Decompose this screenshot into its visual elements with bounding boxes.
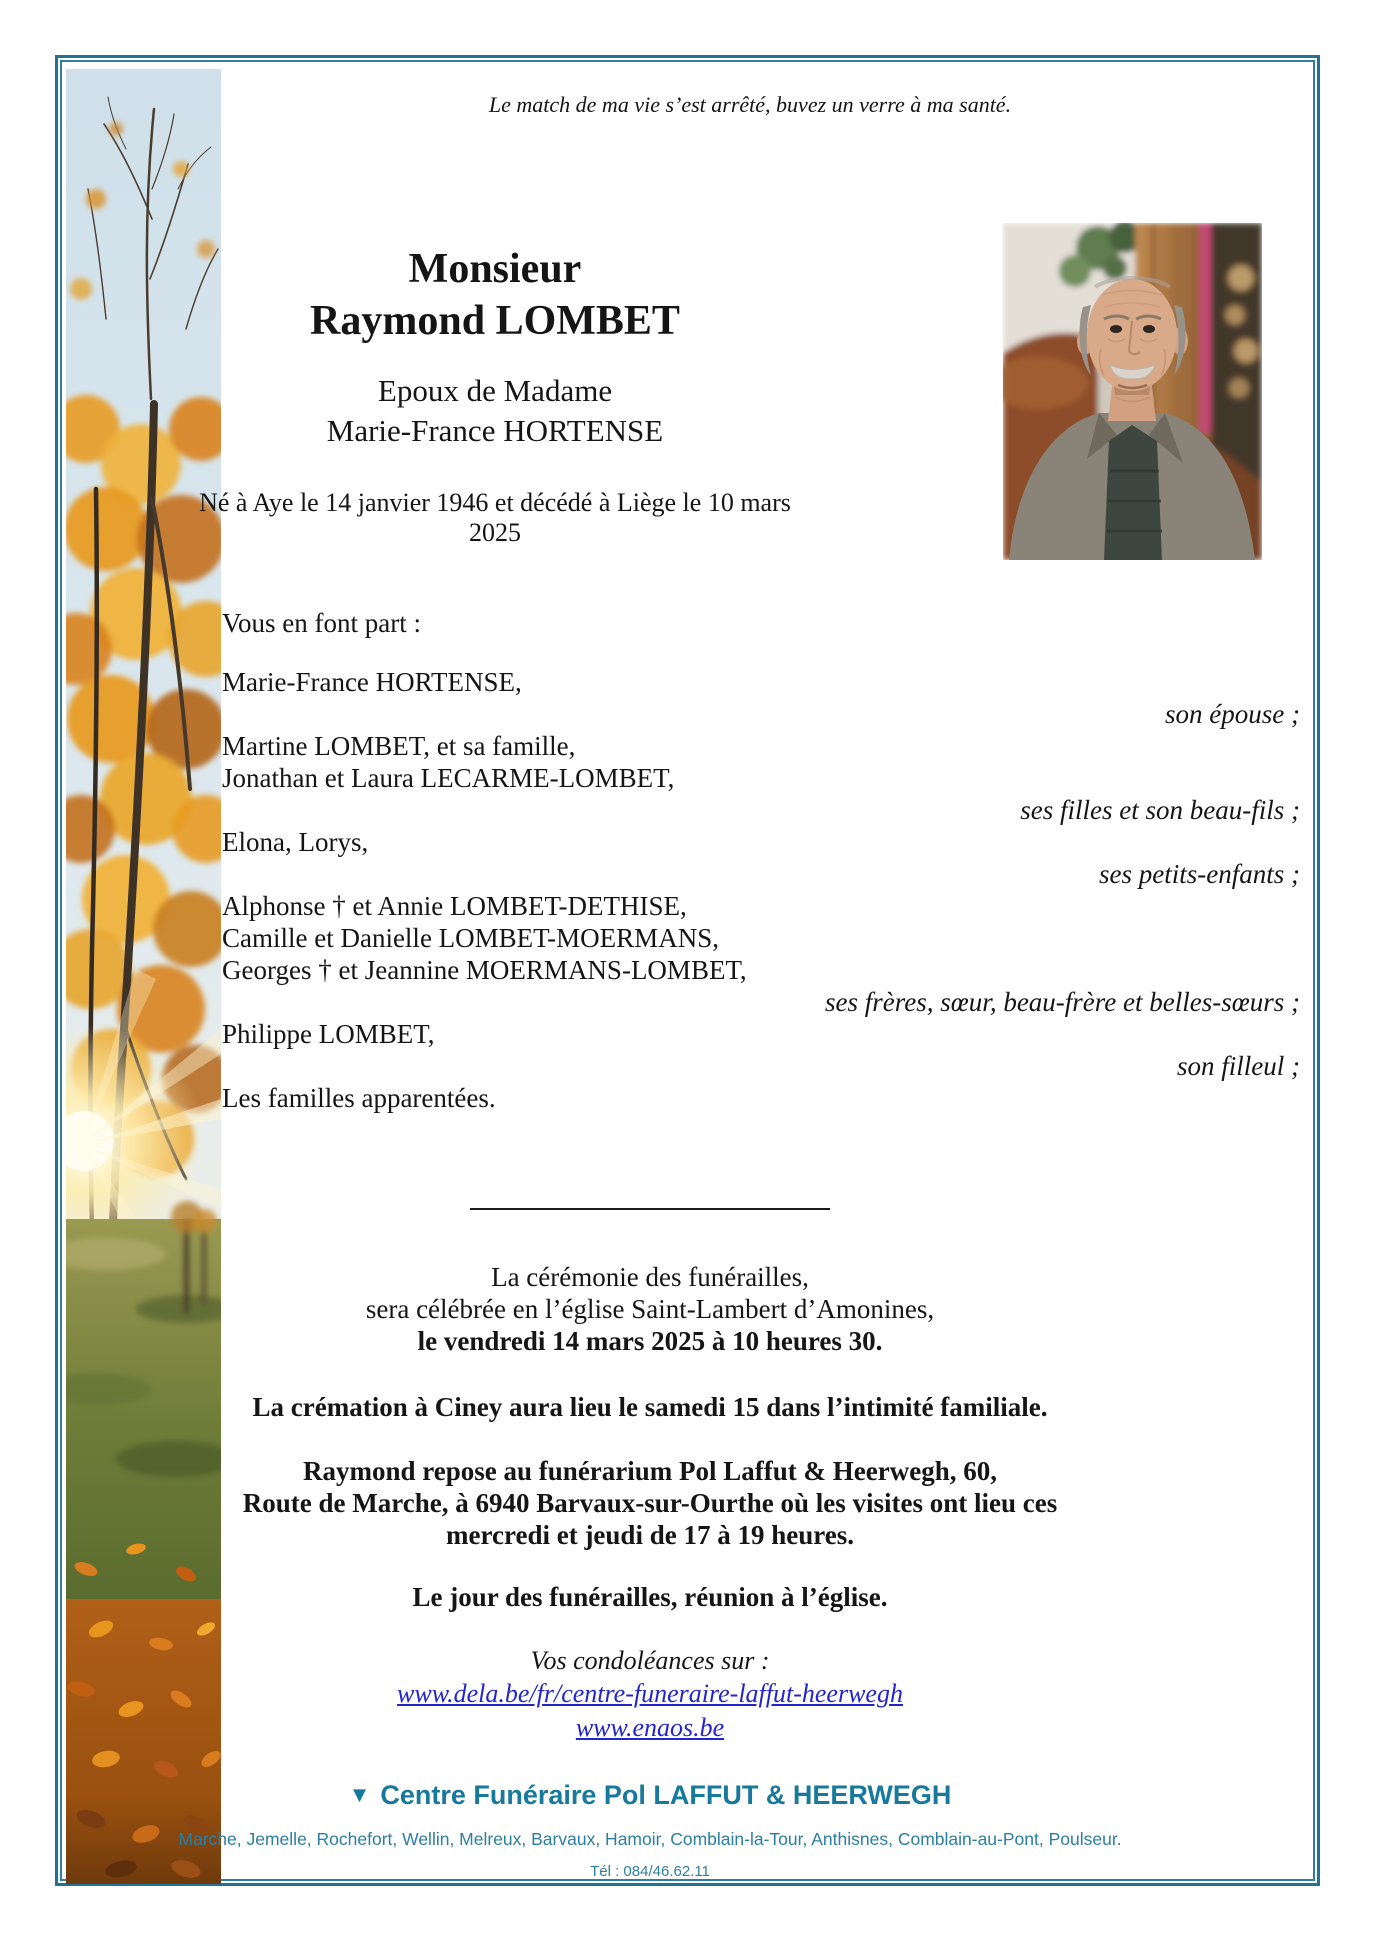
family-member: Georges † et Jeannine MOERMANS-LOMBET, (222, 955, 747, 985)
family-list (222, 666, 1300, 1114)
funeral-home-towns: Marche, Jemelle, Rochefort, Wellin, Melreux, Barvaux, Hamoir, Comblain-la-Tour, Anthisnes, Comblain-au-Pont, Poulseur. (178, 1829, 1122, 1849)
condolences-intro: Vos condoléances sur : (530, 1646, 770, 1675)
separator-line (470, 1186, 830, 1210)
deceased-name: Raymond LOMBET (310, 298, 680, 344)
funeral-home-name: Centre Funéraire Pol LAFFUT & HEERWEGH (380, 1780, 952, 1810)
condolences-link-wrap (60, 1712, 1240, 1743)
condolences-link-dela[interactable]: www.dela.be/fr/centre-funeraire-laffut-heerwegh (397, 1679, 903, 1708)
spouse-name: Marie-France HORTENSE (326, 413, 664, 448)
cremation-line: La crémation à Ciney aura lieu le samedi 15 dans l’intimité familiale. (252, 1392, 1048, 1422)
family-relation: son filleul ; (1177, 1051, 1300, 1081)
family-member: Les familles apparentées. (222, 1083, 496, 1113)
ceremony-line: sera célébrée en l’église Saint-Lambert d’Amonines, (365, 1294, 935, 1324)
ceremony-line: La cérémonie des funérailles, (491, 1262, 809, 1292)
family-member: Elona, Lorys, (222, 827, 369, 857)
family-member: Marie-France HORTENSE, (222, 667, 522, 697)
spouse-intro: Epoux de Madame (377, 373, 613, 408)
family-member: Jonathan et Laura LECARME-LOMBET, (222, 763, 675, 793)
announcement-intro: Vous en font part : (222, 608, 421, 638)
repose-line: Route de Marche, à 6940 Barvaux-sur-Ourthe où les visites ont lieu ces (242, 1488, 1058, 1518)
family-member: Philippe LOMBET, (222, 1019, 435, 1049)
repose-line: mercredi et jeudi de 17 à 19 heures. (446, 1520, 854, 1550)
salutation: Monsieur (408, 246, 582, 292)
family-relation: ses filles et son beau-fils ; (1020, 795, 1300, 825)
family-relation: ses petits-enfants ; (1099, 859, 1300, 889)
epitaph-quote: Le match de ma vie s’est arrêté, buvez un verre à ma santé. (488, 92, 1012, 117)
repose-line: Raymond repose au funérarium Pol Laffut & Heerwegh, 60, (303, 1456, 997, 1486)
family-member: Martine LOMBET, et sa famille, (222, 731, 576, 761)
family-relation: son épouse ; (1165, 699, 1300, 729)
condolences-link-enaos[interactable]: www.enaos.be (575, 1713, 725, 1742)
portrait-photo (1003, 223, 1262, 560)
family-relation: ses frères, sœur, beau-frère et belles-sœurs ; (825, 987, 1300, 1017)
condolences-link-wrap (60, 1678, 1240, 1709)
triangle-down-icon: ▼ (348, 1782, 371, 1807)
ceremony-date: le vendredi 14 mars 2025 à 10 heures 30. (417, 1326, 883, 1356)
funeral-home-line (60, 1780, 1240, 1812)
meeting-line: Le jour des funérailles, réunion à l’église. (412, 1582, 888, 1612)
family-member: Alphonse † et Annie LOMBET-DETHISE, (222, 891, 687, 921)
section-separator (60, 1186, 1240, 1210)
life-dates: Né à Aye le 14 janvier 1946 et décédé à Liège le 10 mars 2025 (199, 488, 791, 547)
funeral-home-phone: Tél : 084/46.62.11 (590, 1863, 710, 1880)
family-member: Camille et Danielle LOMBET-MOERMANS, (222, 923, 719, 953)
